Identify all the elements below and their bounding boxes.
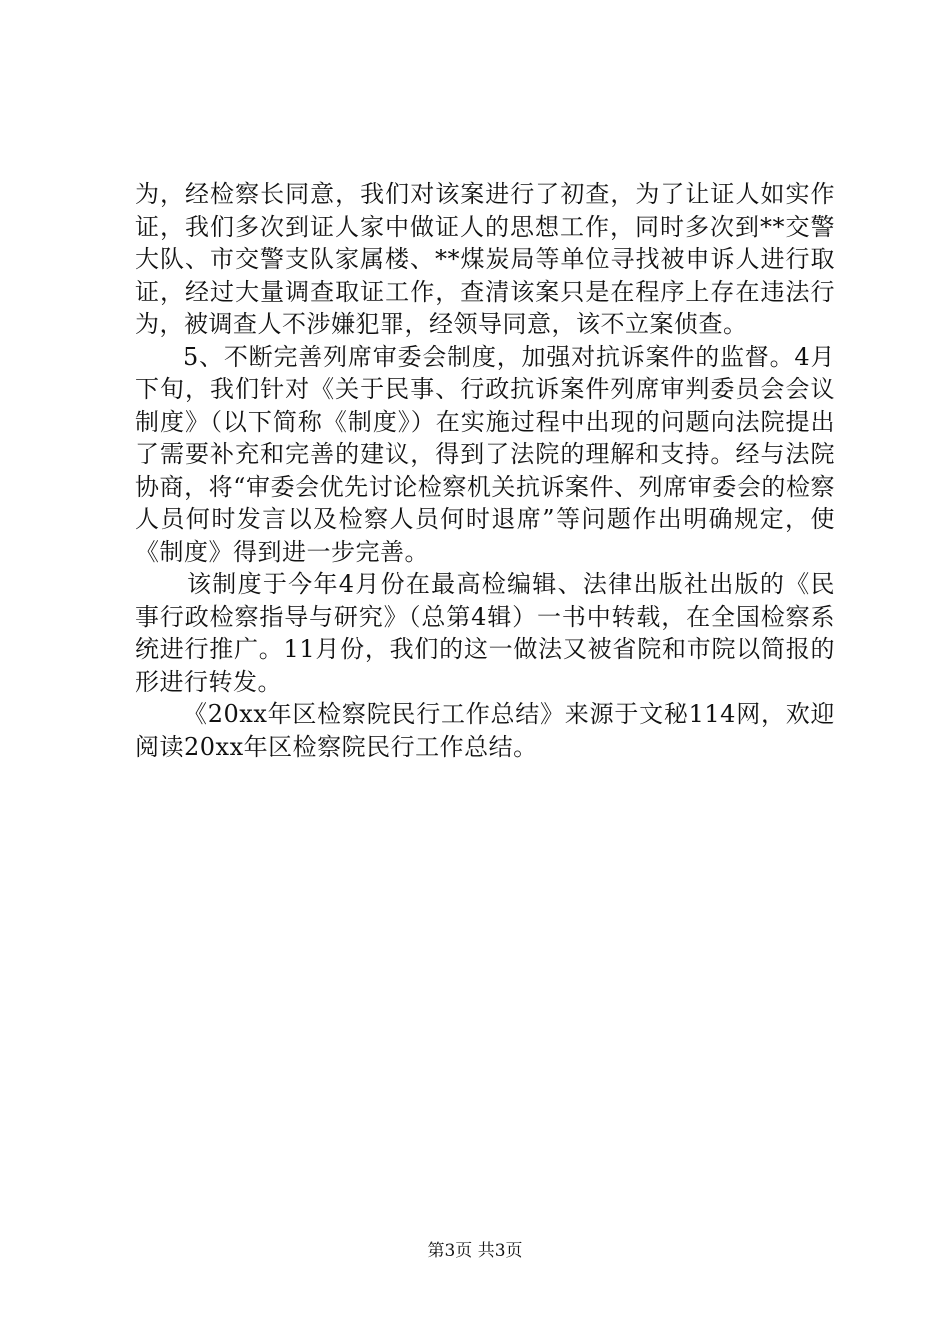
document-body bbox=[135, 178, 835, 763]
page-footer bbox=[0, 1241, 950, 1261]
paragraph-promotion: 该制度于今年4月份在最高检编辑、法律出版社出版的《民事行政检察指导与研究》（总第4辑）一书中转载，在全国检察系统进行推广。11月份，我们的这一做法又被省院和市院以简报的形进行转发。 bbox=[135, 570, 835, 696]
paragraph-item-5: 5、不断完善列席审委会制度，加强对抗诉案件的监督。4月下旬，我们针对《关于民事、行政抗诉案件列席审判委员会会议制度》（以下简称《制度》）在实施过程中出现的问题向法院提出了需要补充和完善的建议，得到了法院的理解和支持。经与法院协商，将“审委会优先讨论检察机关抗诉案件、列席审委会的检察人员何时发言以及检察人员何时退席”等问题作出明确规定，使《制度》得到进一步完善。 bbox=[135, 342, 835, 566]
page-number: 第3页 共3页 bbox=[427, 1241, 523, 1261]
paragraph-source-note: 《20xx年区检察院民行工作总结》来源于文秘114网，欢迎阅读20xx年区检察院民行工作总结。 bbox=[135, 700, 835, 761]
paragraph-continued: 为，经检察长同意，我们对该案进行了初查，为了让证人如实作证，我们多次到证人家中做证人的思想工作，同时多次到**交警大队、市交警支队家属楼、**煤炭局等单位寻找被申诉人进行取证，经过大量调查取证工作，查清该案只是在程序上存在违法行为，被调查人不涉嫌犯罪，经领导同意，该不立案侦查。 bbox=[135, 180, 835, 338]
